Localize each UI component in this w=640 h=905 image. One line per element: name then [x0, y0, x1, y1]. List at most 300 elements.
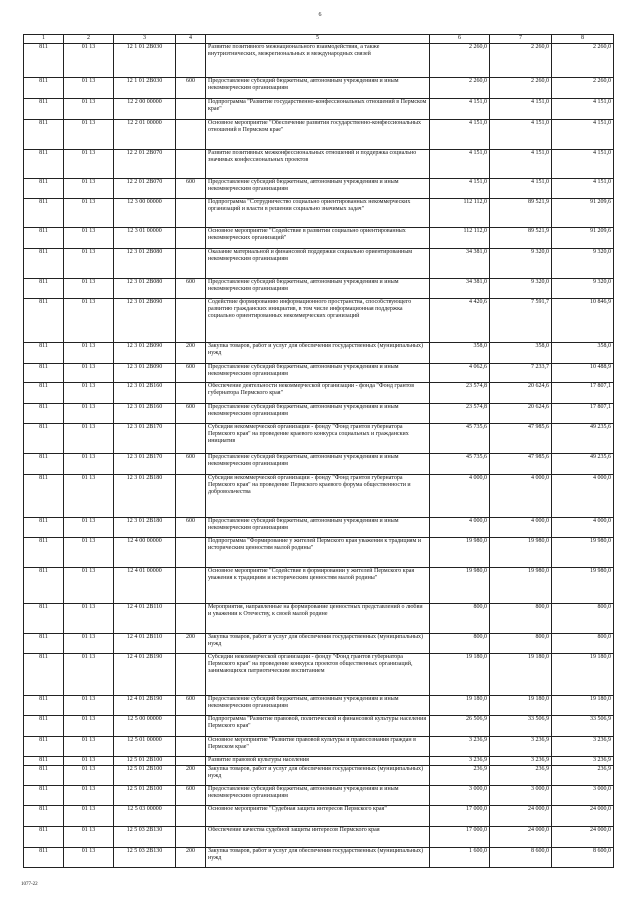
target-article-cell: 12 3 01 2В170	[114, 454, 176, 475]
amount-year3-cell: 800,0	[552, 604, 614, 634]
admin-code-cell: 811	[24, 364, 64, 383]
expense-type-cell: 600	[176, 696, 206, 716]
amount-year2-cell: 89 521,9	[490, 228, 552, 249]
section-cell: 01 13	[64, 827, 114, 848]
amount-year3-cell: 3 236,9	[552, 737, 614, 757]
amount-year3-cell: 4 000,0	[552, 475, 614, 518]
admin-code-cell: 811	[24, 737, 64, 757]
section-cell: 01 13	[64, 279, 114, 299]
amount-year3-cell: 24 000,0	[552, 806, 614, 827]
table-row	[24, 475, 614, 518]
expense-type-cell: 600	[176, 518, 206, 538]
table-row	[24, 757, 614, 766]
description-cell: Обеспечение деятельности некоммерческой организации - фонда "Фонд грантов губернатора Пермского края"	[206, 383, 430, 404]
table-row	[24, 120, 614, 150]
amount-year2-cell: 7 233,7	[490, 364, 552, 383]
admin-code-cell: 811	[24, 786, 64, 806]
section-cell: 01 13	[64, 199, 114, 228]
column-header: 1	[24, 35, 64, 44]
section-cell: 01 13	[64, 475, 114, 518]
target-article-cell: 12 5 00 00000	[114, 716, 176, 737]
admin-code-cell: 811	[24, 424, 64, 454]
amount-year3-cell: 4 151,0	[552, 120, 614, 150]
description-cell: Закупка товаров, работ и услуг для обеспечения государственных (муниципальных) нужд	[206, 766, 430, 786]
amount-year1-cell: 4 000,0	[430, 475, 490, 518]
target-article-cell: 12 3 01 2В180	[114, 518, 176, 538]
description-cell: Предоставление субсидий бюджетным, автономным учреждениям и иным некоммерческим организациям	[206, 518, 430, 538]
target-article-cell: 12 5 03 2В130	[114, 827, 176, 848]
amount-year2-cell: 8 600,0	[490, 848, 552, 868]
expense-type-cell: 600	[176, 404, 206, 424]
amount-year1-cell: 236,9	[430, 766, 490, 786]
expense-type-cell: 600	[176, 786, 206, 806]
table-row	[24, 454, 614, 475]
admin-code-cell: 811	[24, 120, 64, 150]
table-row	[24, 786, 614, 806]
amount-year3-cell: 236,9	[552, 766, 614, 786]
admin-code-cell: 811	[24, 757, 64, 766]
admin-code-cell: 811	[24, 249, 64, 279]
table-row	[24, 424, 614, 454]
section-cell: 01 13	[64, 404, 114, 424]
description-cell: Закупка товаров, работ и услуг для обеспечения государственных (муниципальных) нужд	[206, 634, 430, 654]
amount-year1-cell: 4 151,0	[430, 179, 490, 199]
amount-year2-cell: 47 985,6	[490, 424, 552, 454]
table-row	[24, 737, 614, 757]
target-article-cell: 12 4 01 00000	[114, 568, 176, 604]
amount-year3-cell: 91 209,6	[552, 199, 614, 228]
description-cell: Закупка товаров, работ и услуг для обеспечения государственных (муниципальных) нужд	[206, 343, 430, 364]
amount-year2-cell: 800,0	[490, 634, 552, 654]
column-header: 2	[64, 35, 114, 44]
table-row	[24, 604, 614, 634]
description-cell: Подпрограмма "Развитие государственно-конфессиональных отношений в Пермском крае"	[206, 99, 430, 120]
table-row	[24, 634, 614, 654]
description-cell: Оказание материальной и финансовой поддержки социально ориентированным некоммерческим организациям	[206, 249, 430, 279]
amount-year2-cell: 3 000,0	[490, 786, 552, 806]
amount-year3-cell: 19 980,0	[552, 538, 614, 568]
amount-year3-cell: 10 846,9	[552, 299, 614, 343]
amount-year1-cell: 4 062,6	[430, 364, 490, 383]
amount-year1-cell: 2 260,0	[430, 78, 490, 99]
table-row	[24, 404, 614, 424]
admin-code-cell: 811	[24, 806, 64, 827]
description-cell: Предоставление субсидий бюджетным, автономным учреждениям и иным некоммерческим организациям	[206, 404, 430, 424]
target-article-cell: 12 3 01 2В090	[114, 299, 176, 343]
amount-year2-cell: 33 506,9	[490, 716, 552, 737]
admin-code-cell: 811	[24, 696, 64, 716]
section-cell: 01 13	[64, 78, 114, 99]
expense-type-cell	[176, 150, 206, 179]
expense-type-cell: 200	[176, 848, 206, 868]
section-cell: 01 13	[64, 120, 114, 150]
table-row	[24, 766, 614, 786]
section-cell: 01 13	[64, 538, 114, 568]
admin-code-cell: 811	[24, 99, 64, 120]
expense-type-cell	[176, 827, 206, 848]
admin-code-cell: 811	[24, 848, 64, 868]
table-row	[24, 806, 614, 827]
amount-year1-cell: 800,0	[430, 604, 490, 634]
amount-year1-cell: 112 112,0	[430, 199, 490, 228]
amount-year2-cell: 9 320,0	[490, 249, 552, 279]
admin-code-cell: 811	[24, 604, 64, 634]
description-cell: Основное мероприятие "Судебная защита интересов Пермского края"	[206, 806, 430, 827]
amount-year3-cell: 4 000,0	[552, 518, 614, 538]
section-cell: 01 13	[64, 757, 114, 766]
table-row	[24, 150, 614, 179]
target-article-cell: 12 5 01 00000	[114, 737, 176, 757]
description-cell: Основное мероприятие "Содействие в развитии социально ориентированных некоммерческих организаций"	[206, 228, 430, 249]
amount-year3-cell: 19 180,0	[552, 654, 614, 696]
amount-year2-cell: 2 260,0	[490, 44, 552, 78]
table-header-row	[24, 35, 614, 44]
amount-year2-cell: 24 000,0	[490, 806, 552, 827]
description-cell: Основное мероприятие "Развитие правовой культуры и правосознания граждан в Пермском крае"	[206, 737, 430, 757]
column-header: 6	[430, 35, 490, 44]
target-article-cell: 12 3 00 00000	[114, 199, 176, 228]
amount-year2-cell: 20 624,6	[490, 383, 552, 404]
admin-code-cell: 811	[24, 199, 64, 228]
amount-year1-cell: 23 574,8	[430, 404, 490, 424]
admin-code-cell: 811	[24, 538, 64, 568]
section-cell: 01 13	[64, 634, 114, 654]
admin-code-cell: 811	[24, 454, 64, 475]
description-cell: Субсидии некоммерческой организации - фонду "Фонд грантов губернатора Пермского края" на проведение конкурса проектов общественных организаций, занимающихся патриотическим воспитанием	[206, 654, 430, 696]
section-cell: 01 13	[64, 654, 114, 696]
expense-type-cell: 200	[176, 634, 206, 654]
column-header: 3	[114, 35, 176, 44]
amount-year1-cell: 3 236,9	[430, 757, 490, 766]
expense-type-cell: 600	[176, 78, 206, 99]
expense-type-cell	[176, 806, 206, 827]
amount-year1-cell: 1 600,0	[430, 848, 490, 868]
amount-year3-cell: 17 807,1	[552, 404, 614, 424]
expense-type-cell: 200	[176, 766, 206, 786]
description-cell: Предоставление субсидий бюджетным, автономным учреждениям и иным некоммерческим организациям	[206, 78, 430, 99]
amount-year1-cell: 4 151,0	[430, 150, 490, 179]
section-cell: 01 13	[64, 806, 114, 827]
amount-year2-cell: 800,0	[490, 604, 552, 634]
amount-year2-cell: 4 151,0	[490, 150, 552, 179]
amount-year2-cell: 4 151,0	[490, 99, 552, 120]
section-cell: 01 13	[64, 249, 114, 279]
amount-year1-cell: 19 980,0	[430, 568, 490, 604]
expense-type-cell	[176, 604, 206, 634]
admin-code-cell: 811	[24, 228, 64, 249]
target-article-cell: 12 5 03 00000	[114, 806, 176, 827]
admin-code-cell: 811	[24, 766, 64, 786]
amount-year3-cell: 19 980,0	[552, 568, 614, 604]
expense-type-cell	[176, 475, 206, 518]
amount-year3-cell: 2 260,0	[552, 44, 614, 78]
amount-year3-cell: 9 320,0	[552, 249, 614, 279]
table-row	[24, 99, 614, 120]
description-cell: Развитие позитивных межконфессиональных отношений и поддержка социально значимых конфессиональных проектов	[206, 150, 430, 179]
amount-year2-cell: 358,0	[490, 343, 552, 364]
amount-year2-cell: 4 151,0	[490, 179, 552, 199]
description-cell: Подпрограмма "Сотрудничество социально ориентированных некоммерческих организаций и власти в решении социально значимых задач"	[206, 199, 430, 228]
section-cell: 01 13	[64, 364, 114, 383]
table-row	[24, 654, 614, 696]
amount-year2-cell: 19 180,0	[490, 654, 552, 696]
section-cell: 01 13	[64, 150, 114, 179]
target-article-cell: 12 4 01 2В110	[114, 604, 176, 634]
amount-year3-cell: 8 600,0	[552, 848, 614, 868]
target-article-cell: 12 3 01 2В170	[114, 424, 176, 454]
amount-year1-cell: 45 735,6	[430, 424, 490, 454]
amount-year1-cell: 4 000,0	[430, 518, 490, 538]
amount-year3-cell: 4 151,0	[552, 179, 614, 199]
target-article-cell: 12 2 00 00000	[114, 99, 176, 120]
amount-year2-cell: 9 320,0	[490, 279, 552, 299]
admin-code-cell: 811	[24, 827, 64, 848]
admin-code-cell: 811	[24, 518, 64, 538]
amount-year2-cell: 4 000,0	[490, 518, 552, 538]
target-article-cell: 12 1 01 2В030	[114, 44, 176, 78]
description-cell: Предоставление субсидий бюджетным, автономным учреждениям и иным некоммерческим организациям	[206, 279, 430, 299]
table-row	[24, 44, 614, 78]
amount-year3-cell: 2 260,0	[552, 78, 614, 99]
amount-year1-cell: 4 420,6	[430, 299, 490, 343]
amount-year1-cell: 19 180,0	[430, 696, 490, 716]
amount-year1-cell: 34 381,0	[430, 249, 490, 279]
amount-year3-cell: 17 807,1	[552, 383, 614, 404]
admin-code-cell: 811	[24, 716, 64, 737]
description-cell: Мероприятия, направленные на формирование ценностных представлений о любви и уважении к Отечеству, к своей малой родине	[206, 604, 430, 634]
budget-table	[23, 34, 614, 868]
amount-year2-cell: 236,9	[490, 766, 552, 786]
section-cell: 01 13	[64, 383, 114, 404]
target-article-cell: 12 5 01 2В100	[114, 757, 176, 766]
amount-year3-cell: 10 488,9	[552, 364, 614, 383]
amount-year3-cell: 4 151,0	[552, 99, 614, 120]
expense-type-cell	[176, 249, 206, 279]
amount-year3-cell: 3 000,0	[552, 786, 614, 806]
target-article-cell: 12 3 01 2В080	[114, 279, 176, 299]
description-cell: Субсидия некоммерческой организации - фонду "Фонд грантов губернатора Пермского края" на проведение Пермского краевого форума общественности и добровольчества	[206, 475, 430, 518]
expense-type-cell	[176, 757, 206, 766]
amount-year3-cell: 9 320,0	[552, 279, 614, 299]
table-row	[24, 249, 614, 279]
table-row	[24, 848, 614, 868]
table-row	[24, 78, 614, 99]
target-article-cell: 12 1 01 2В030	[114, 78, 176, 99]
section-cell: 01 13	[64, 604, 114, 634]
table-row	[24, 568, 614, 604]
expense-type-cell: 200	[176, 343, 206, 364]
description-cell: Предоставление субсидий бюджетным, автономным учреждениям и иным некоммерческим организациям	[206, 364, 430, 383]
amount-year1-cell: 19 180,0	[430, 654, 490, 696]
amount-year1-cell: 800,0	[430, 634, 490, 654]
target-article-cell: 12 5 03 2В130	[114, 848, 176, 868]
amount-year1-cell: 3 000,0	[430, 786, 490, 806]
target-article-cell: 12 3 01 2В090	[114, 343, 176, 364]
amount-year3-cell: 3 236,9	[552, 757, 614, 766]
expense-type-cell	[176, 120, 206, 150]
table-row	[24, 383, 614, 404]
expense-type-cell	[176, 199, 206, 228]
expense-type-cell	[176, 424, 206, 454]
expense-type-cell	[176, 716, 206, 737]
target-article-cell: 12 2 01 2В070	[114, 179, 176, 199]
amount-year2-cell: 3 236,9	[490, 737, 552, 757]
column-header: 7	[490, 35, 552, 44]
amount-year3-cell: 33 506,9	[552, 716, 614, 737]
admin-code-cell: 811	[24, 299, 64, 343]
description-cell: Предоставление субсидий бюджетным, автономным учреждениям и иным некоммерческим организациям	[206, 696, 430, 716]
amount-year3-cell: 4 151,0	[552, 150, 614, 179]
target-article-cell: 12 5 01 2В100	[114, 786, 176, 806]
description-cell: Основное мероприятие "Обеспечение развития государственно-конфессиональных отношений в Пермском крае"	[206, 120, 430, 150]
amount-year2-cell: 47 985,6	[490, 454, 552, 475]
table-row	[24, 343, 614, 364]
column-header: 8	[552, 35, 614, 44]
amount-year1-cell: 23 574,8	[430, 383, 490, 404]
target-article-cell: 12 2 01 00000	[114, 120, 176, 150]
amount-year1-cell: 4 151,0	[430, 99, 490, 120]
section-cell: 01 13	[64, 737, 114, 757]
section-cell: 01 13	[64, 848, 114, 868]
expense-type-cell	[176, 299, 206, 343]
section-cell: 01 13	[64, 696, 114, 716]
description-cell: Закупка товаров, работ и услуг для обеспечения государственных (муниципальных) нужд	[206, 848, 430, 868]
section-cell: 01 13	[64, 716, 114, 737]
admin-code-cell: 811	[24, 475, 64, 518]
amount-year1-cell: 34 381,0	[430, 279, 490, 299]
amount-year2-cell: 4 000,0	[490, 475, 552, 518]
target-article-cell: 12 2 01 2В070	[114, 150, 176, 179]
section-cell: 01 13	[64, 454, 114, 475]
target-article-cell: 12 4 01 2В190	[114, 654, 176, 696]
column-header: 4	[176, 35, 206, 44]
footer-code: 1077-22	[21, 882, 38, 887]
amount-year1-cell: 2 260,0	[430, 44, 490, 78]
budget-table-body	[24, 44, 614, 868]
expense-type-cell	[176, 538, 206, 568]
amount-year1-cell: 17 000,0	[430, 827, 490, 848]
amount-year1-cell: 19 980,0	[430, 538, 490, 568]
target-article-cell: 12 4 01 2В110	[114, 634, 176, 654]
admin-code-cell: 811	[24, 634, 64, 654]
amount-year2-cell: 89 521,9	[490, 199, 552, 228]
target-article-cell: 12 3 01 2В090	[114, 364, 176, 383]
expense-type-cell	[176, 568, 206, 604]
target-article-cell: 12 4 01 2В190	[114, 696, 176, 716]
expense-type-cell	[176, 99, 206, 120]
admin-code-cell: 811	[24, 343, 64, 364]
amount-year3-cell: 49 235,6	[552, 424, 614, 454]
section-cell: 01 13	[64, 343, 114, 364]
table-row	[24, 279, 614, 299]
amount-year2-cell: 7 591,7	[490, 299, 552, 343]
table-row	[24, 538, 614, 568]
expense-type-cell: 600	[176, 454, 206, 475]
expense-type-cell: 600	[176, 364, 206, 383]
admin-code-cell: 811	[24, 568, 64, 604]
target-article-cell: 12 3 01 2В080	[114, 249, 176, 279]
admin-code-cell: 811	[24, 279, 64, 299]
amount-year2-cell: 19 180,0	[490, 696, 552, 716]
amount-year2-cell: 19 980,0	[490, 538, 552, 568]
expense-type-cell	[176, 383, 206, 404]
description-cell: Предоставление субсидий бюджетным, автономным учреждениям и иным некоммерческим организациям	[206, 786, 430, 806]
description-cell: Подпрограмма "Формирование у жителей Пермского края уважения к традициям и историческим ценностям малой родины"	[206, 538, 430, 568]
description-cell: Предоставление субсидий бюджетным, автономным учреждениям и иным некоммерческим организациям	[206, 179, 430, 199]
amount-year3-cell: 49 235,6	[552, 454, 614, 475]
section-cell: 01 13	[64, 568, 114, 604]
target-article-cell: 12 4 00 00000	[114, 538, 176, 568]
target-article-cell: 12 3 01 2В160	[114, 404, 176, 424]
amount-year3-cell: 358,0	[552, 343, 614, 364]
amount-year2-cell: 24 000,0	[490, 827, 552, 848]
amount-year2-cell: 3 236,9	[490, 757, 552, 766]
expense-type-cell	[176, 228, 206, 249]
admin-code-cell: 811	[24, 78, 64, 99]
column-header: 5	[206, 35, 430, 44]
amount-year1-cell: 4 151,0	[430, 120, 490, 150]
table-row	[24, 299, 614, 343]
expense-type-cell	[176, 737, 206, 757]
section-cell: 01 13	[64, 179, 114, 199]
target-article-cell: 12 5 01 2В100	[114, 766, 176, 786]
amount-year2-cell: 19 980,0	[490, 568, 552, 604]
target-article-cell: 12 3 01 2В180	[114, 475, 176, 518]
table-row	[24, 716, 614, 737]
table-row	[24, 364, 614, 383]
section-cell: 01 13	[64, 299, 114, 343]
expense-type-cell	[176, 654, 206, 696]
section-cell: 01 13	[64, 424, 114, 454]
amount-year3-cell: 24 000,0	[552, 827, 614, 848]
amount-year2-cell: 4 151,0	[490, 120, 552, 150]
amount-year1-cell: 45 735,6	[430, 454, 490, 475]
description-cell: Обеспечение качества судебной защиты интересов Пермского края	[206, 827, 430, 848]
page-number: 6	[318, 12, 322, 18]
amount-year1-cell: 3 236,9	[430, 737, 490, 757]
amount-year1-cell: 112 112,0	[430, 228, 490, 249]
description-cell: Предоставление субсидий бюджетным, автономным учреждениям и иным некоммерческим организациям	[206, 454, 430, 475]
target-article-cell: 12 3 01 2В160	[114, 383, 176, 404]
admin-code-cell: 811	[24, 404, 64, 424]
target-article-cell: 12 3 01 00000	[114, 228, 176, 249]
amount-year1-cell: 17 000,0	[430, 806, 490, 827]
table-row	[24, 518, 614, 538]
section-cell: 01 13	[64, 99, 114, 120]
table-row	[24, 696, 614, 716]
amount-year2-cell: 2 260,0	[490, 78, 552, 99]
amount-year3-cell: 91 209,6	[552, 228, 614, 249]
expense-type-cell	[176, 44, 206, 78]
section-cell: 01 13	[64, 766, 114, 786]
amount-year3-cell: 19 180,0	[552, 696, 614, 716]
section-cell: 01 13	[64, 44, 114, 78]
section-cell: 01 13	[64, 518, 114, 538]
amount-year1-cell: 358,0	[430, 343, 490, 364]
amount-year1-cell: 26 506,9	[430, 716, 490, 737]
table-row	[24, 179, 614, 199]
admin-code-cell: 811	[24, 654, 64, 696]
table-row	[24, 199, 614, 228]
description-cell: Содействие формированию информационного пространства, способствующего развитию гражданских инициатив, в том числе информационная поддержка социально ориентированных некоммерческих организаций	[206, 299, 430, 343]
amount-year3-cell: 800,0	[552, 634, 614, 654]
admin-code-cell: 811	[24, 150, 64, 179]
description-cell: Развитие позитивного межнационального взаимодействия, а также внутриэтнических, межрегиональных и международных связей	[206, 44, 430, 78]
expense-type-cell: 600	[176, 279, 206, 299]
description-cell: Основное мероприятие "Содействие в формировании у жителей Пермского края уважения к традициям и историческим ценностям малой родины"	[206, 568, 430, 604]
amount-year2-cell: 20 624,6	[490, 404, 552, 424]
description-cell: Субсидия некоммерческой организации - фонду "Фонд грантов губернатора Пермского края" на проведение краевого конкурса социальных и гражданских инициатив	[206, 424, 430, 454]
